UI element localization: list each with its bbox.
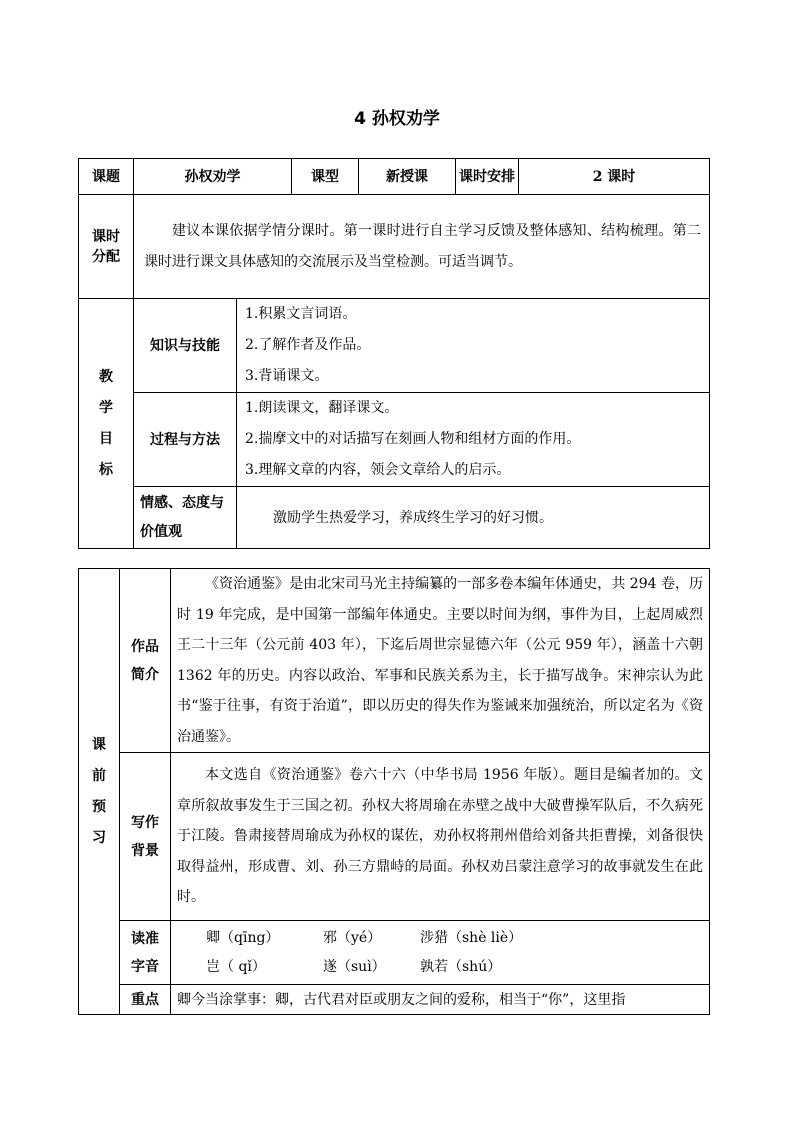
process-list	[237, 393, 710, 487]
background-row	[79, 753, 710, 921]
list-item: 孰若（shú）	[420, 958, 502, 975]
preview-table	[78, 568, 710, 1015]
goal-attitude-row	[79, 487, 710, 549]
list-item: 岂（ qǐ）	[206, 958, 266, 975]
allocation-row	[79, 195, 710, 299]
label-topic: 课题	[79, 159, 134, 195]
knowledge-label: 知识与技能	[134, 299, 237, 393]
work-intro-label: 作品 简介	[120, 569, 171, 753]
list-item: 2.了解作者及作品。	[245, 337, 371, 353]
key-point-row	[79, 985, 710, 1015]
background-label: 写作 背景	[120, 753, 171, 921]
work-intro-row	[79, 569, 710, 753]
goal-process-row	[79, 393, 710, 487]
knowledge-list	[237, 299, 710, 393]
list-item: 1.朗读课文，翻译课文。	[245, 400, 399, 416]
list-item: 遂（suì）	[323, 958, 386, 975]
list-item: 1.积累文言词语。	[245, 306, 357, 322]
background-text: 本文选自《资治通鉴》卷六十六（中华书局 1956 年版）。题目是编者加的。文章所叙故事发生于三国之初。孙权大将周瑜在赤壁之战中大破曹操军队后，不久病死于江陵。鲁肃接替周瑜成为孙权的谋佐，劝孙权将荆州借给刘备共拒曹操，刘备很快取得益州，形成曹、刘、孙三方鼎峙的局面。孙权劝吕蒙注意学习的故事就发生在此时。	[171, 753, 710, 921]
key-point-label: 重点	[120, 985, 171, 1015]
schedule-value: 2 课时	[519, 159, 710, 195]
attitude-label: 情感、态度与 价值观	[134, 487, 237, 549]
allocation-label: 课时 分配	[79, 195, 134, 299]
list-item: 涉猎（shè liè）	[420, 929, 523, 946]
lesson-type-value: 新授课	[359, 159, 456, 195]
lesson-plan-table	[78, 158, 710, 549]
list-item: 3.理解文章的内容，领会文章给人的启示。	[245, 462, 511, 478]
header-row	[79, 159, 710, 195]
goal-knowledge-row	[79, 299, 710, 393]
list-item: 3.背诵课文。	[245, 368, 329, 384]
process-label: 过程与方法	[134, 393, 237, 487]
label-lesson-type: 课型	[292, 159, 359, 195]
key-point-text: 卿今当涂掌事：卿，古代君对臣或朋友之间的爱称，相当于“你”，这里指	[171, 985, 710, 1015]
topic-value: 孙权劝学	[134, 159, 292, 195]
pronunciation-row	[79, 921, 710, 985]
goals-label: 教 学 目 标	[79, 299, 134, 549]
work-intro-text: 《资治通鉴》是由北宋司马光主持编纂的一部多卷本编年体通史，共 294 卷，历时 19 年完成，是中国第一部编年体通史。主要以时间为纲，事件为目，上起周威烈王二十三年（公元前 403 年），下迄后周世宗显德六年（公元 959 年），涵盖十六朝 1362 年的历史。内容以政治、军事和民族关系为主，长于描写战争。宋神宗认为此书“鉴于往事，有资于治道”，即以历史的得失作为鉴诫来加强统治，所以定名为《资治通鉴》。	[171, 569, 710, 753]
list-item: 邪（yé）	[323, 929, 382, 946]
allocation-text: 建议本课依据学情分课时。第一课时进行自主学习反馈及整体感知、结构梳理。第二课时进行课文具体感知的交流展示及当堂检测。可适当调节。	[134, 195, 710, 299]
page-title: 4 孙权劝学	[354, 109, 440, 129]
label-schedule: 课时安排	[456, 159, 519, 195]
list-item: 2.揣摩文中的对话描写在刻画人物和组材方面的作用。	[245, 431, 581, 447]
pronunciation-label: 读准 字音	[120, 921, 171, 985]
pronunciation-list	[171, 921, 710, 985]
list-item: 卿（qīng）	[206, 929, 280, 946]
attitude-text: 激励学生热爱学习，养成终生学习的好习惯。	[237, 487, 710, 549]
preview-section-label: 课 前 预 习	[79, 569, 120, 1015]
